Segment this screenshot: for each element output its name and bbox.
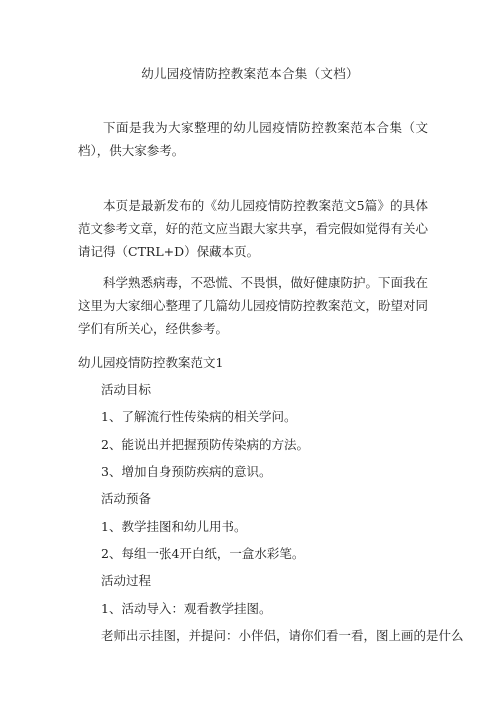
prep-heading: 活动预备 bbox=[101, 491, 152, 506]
goal-item: 3、增加自身预防疾病的意识。 bbox=[101, 464, 272, 479]
process-heading: 活动过程 bbox=[101, 573, 152, 588]
goal-heading: 活动目标 bbox=[101, 382, 152, 397]
goal-item: 1、了解流行性传染病的相关学问。 bbox=[101, 409, 297, 424]
paragraph-2: 科学熟悉病毒，不恐慌、不畏惧，做好健康防护。下面我在这里为大家细心整理了几篇幼儿园疫情防控教案范文，盼望对同学们有所关心，经供参考。 bbox=[78, 275, 429, 336]
intro-paragraph: 下面是我为大家整理的幼儿园疫情防控教案范本合集（文档），供大家参考。 bbox=[78, 120, 428, 158]
prep-item: 1、教学挂图和幼儿用书。 bbox=[101, 519, 247, 534]
goal-item: 2、能说出并把握预防传染病的方法。 bbox=[101, 437, 309, 452]
process-step: 1、活动导入：观看教学挂图。 bbox=[101, 601, 272, 616]
section-title: 幼儿园疫情防控教案范文1 bbox=[78, 355, 224, 370]
paragraph-1: 本页是最新发布的《幼儿园疫情防控教案范文5篇》的具体范文参考文章，好的范文应当跟大家共享，看完假如觉得有关心请记得（CTRL+D）保藏本页。 bbox=[78, 198, 429, 259]
body-text-line: 老师出示挂图，并提问：小伴侣，请你们看一看，图上画的是什么 bbox=[101, 628, 464, 643]
document-title: 幼儿园疫情防控教案范本合集（文档） bbox=[141, 66, 359, 81]
prep-item: 2、每组一张4开白纸，一盒水彩笔。 bbox=[101, 546, 305, 561]
